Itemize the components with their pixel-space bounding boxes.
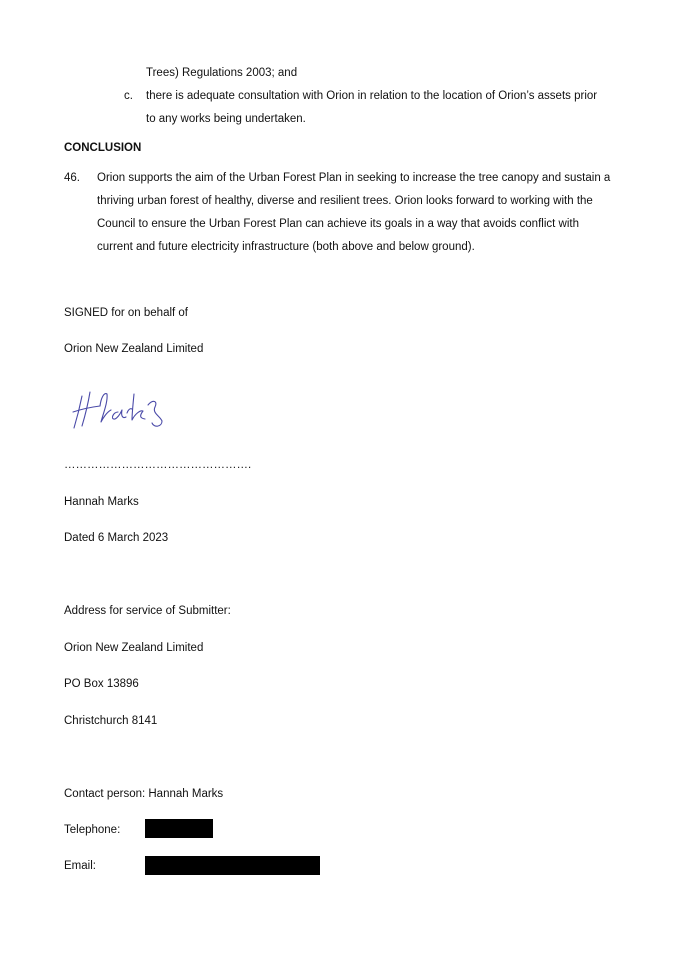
signatory-name: Hannah Marks: [64, 496, 139, 508]
contact-person: Contact person: Hannah Marks: [64, 788, 224, 800]
list-continuation-text: Trees) Regulations 2003; and: [146, 67, 298, 79]
conclusion-line-1: Orion supports the aim of the Urban Forest Plan in seeking to increase the tree canopy and sustain a: [97, 172, 611, 184]
telephone-label: Telephone:: [64, 824, 121, 836]
email-label: Email:: [64, 860, 96, 872]
signed-line: SIGNED for on behalf of: [64, 307, 189, 319]
conclusion-line-4: current and future electricity infrastructure (both above and below ground).: [97, 241, 475, 253]
city-postcode: Christchurch 8141: [64, 715, 158, 727]
signature-dotted-line: ………………………………………….: [64, 459, 252, 471]
list-item-c-line2: to any works being undertaken.: [146, 113, 306, 125]
paragraph-number: 46.: [64, 172, 80, 184]
po-box: PO Box 13896: [64, 678, 139, 690]
list-item-marker: c.: [124, 90, 133, 102]
handwritten-signature: [70, 386, 170, 432]
service-heading: Address for service of Submitter:: [64, 605, 231, 617]
conclusion-line-2: thriving urban forest of healthy, diverse and resilient trees. Orion looks forward to working with the: [97, 195, 593, 207]
date-line: Dated 6 March 2023: [64, 532, 169, 544]
conclusion-line-3: Council to ensure the Urban Forest Plan can achieve its goals in a way that avoids conflict with: [97, 218, 579, 230]
list-item-c-line1: there is adequate consultation with Orion in relation to the location of Orion’s assets prior: [146, 90, 598, 102]
email-redaction: [145, 856, 320, 875]
signing-company: Orion New Zealand Limited: [64, 343, 204, 355]
service-company: Orion New Zealand Limited: [64, 642, 204, 654]
telephone-redaction: [145, 819, 213, 838]
conclusion-heading: CONCLUSION: [64, 142, 142, 154]
